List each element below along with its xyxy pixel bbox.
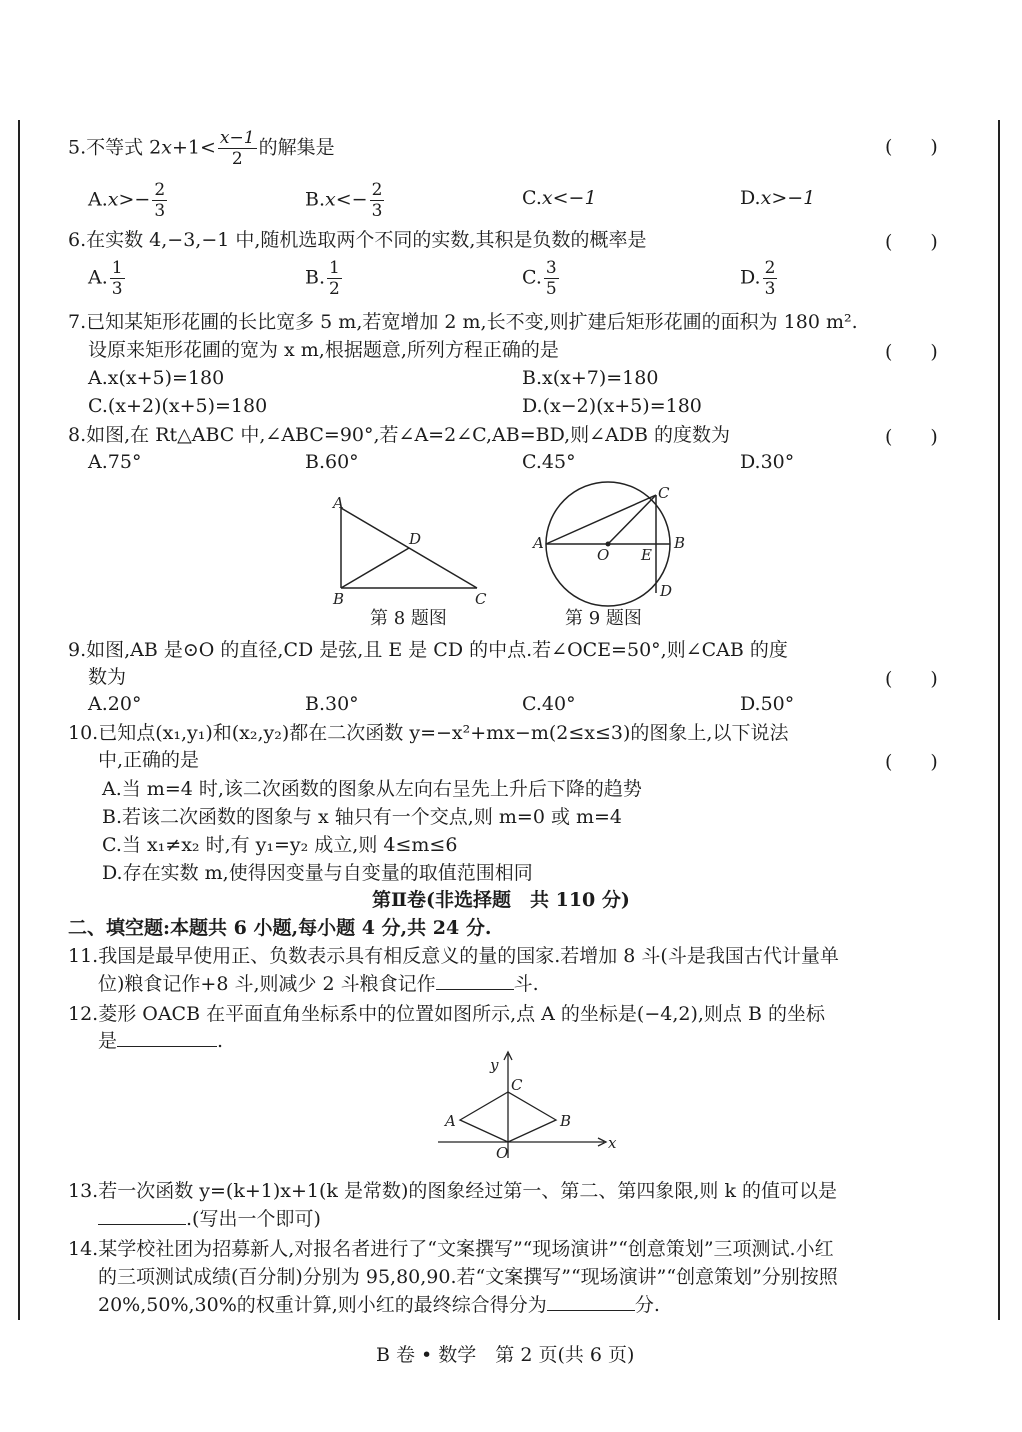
q6-option-b: B. $\frac{1}{2}$ (305, 258, 340, 299)
q6-answer-paren: ( ) (885, 231, 938, 253)
q10-answer-paren: ( ) (885, 751, 938, 773)
q5-option-d: D.x>−1 (740, 187, 816, 209)
figure-9-circle (525, 478, 695, 608)
fig9-label-a: A (533, 534, 544, 552)
page-footer: B 卷 • 数学 第 2 页(共 6 页) (376, 1344, 635, 1366)
question-13-line-1: 13.若一次函数 y=(k+1)x+1(k 是常数)的图象经过第一、第二、第四象限,则 k 的值可以是 (68, 1180, 837, 1202)
q5-fraction: $\frac{x-1}{2}$ (219, 128, 255, 169)
fig12-label-c: C (511, 1076, 523, 1094)
question-12-line-2: 是 . (98, 1030, 224, 1052)
q7-option-a: A.x(x+5)=180 (88, 367, 225, 389)
question-6-stem: 6.在实数 4,−3,−1 中,随机选取两个不同的实数,其积是负数的概率是 (68, 229, 647, 251)
question-11-line-1: 11.我国是最早使用正、负数表示具有相反意义的量的国家.若增加 8 斗(斗是我国古代计量单 (68, 945, 839, 967)
q7-option-b: B.x(x+7)=180 (522, 367, 659, 389)
q9-answer-paren: ( ) (885, 668, 938, 690)
fig12-label-a: A (445, 1112, 456, 1130)
fig9-label-e: E (641, 546, 652, 564)
fig9-label-o: O (597, 546, 610, 564)
fig9-label-b: B (674, 534, 686, 552)
q10-option-a: A.当 m=4 时,该二次函数的图象从左向右呈先上升后下降的趋势 (102, 778, 642, 800)
question-7-line-1: 7.已知某矩形花圃的长比宽多 5 m,若宽增加 2 m,长不变,则扩建后矩形花圃的面积为 180 m². (68, 311, 858, 333)
q9-option-d: D.50° (740, 693, 795, 715)
fig9-label-c: C (658, 484, 670, 502)
q8-answer-paren: ( ) (885, 426, 938, 448)
figure-12-rhombus (432, 1048, 617, 1168)
question-14-line-2: 的三项测试成绩(百分制)分别为 95,80,90.若“文案撰写”“现场演讲”“创意策划”分别按照 (98, 1266, 838, 1288)
q5-option-c: C.x<−1 (522, 187, 597, 209)
q9-option-b: B.30° (305, 693, 359, 715)
question-7-line-2: 设原来矩形花圃的宽为 x m,根据题意,所列方程正确的是 (88, 339, 559, 361)
fig8-label-b: B (333, 590, 345, 608)
q5-option-b: B.x<− $\frac{2}{3}$ (305, 180, 383, 221)
q13-answer-blank[interactable] (98, 1206, 186, 1225)
q6-option-c: C. $\frac{3}{5}$ (522, 258, 557, 299)
fig8-label-d: D (409, 530, 422, 548)
question-12-line-1: 12.菱形 OACB 在平面直角坐标系中的位置如图所示,点 A 的坐标是(−4,2),则点 B 的坐标 (68, 1003, 825, 1025)
q8-option-d: D.30° (740, 451, 795, 473)
question-8-stem: 8.如图,在 Rt△ABC 中,∠ABC=90°,若∠A=2∠C,AB=BD,则∠ADB 的度数为 (68, 424, 731, 446)
q6-option-a: A. $\frac{1}{3}$ (88, 258, 123, 299)
question-14-line-1: 14.某学校社团为招募新人,对报名者进行了“文案撰写”“现场演讲”“创意策划”三项测试.小红 (68, 1238, 834, 1260)
question-13-line-2: .(写出一个即可) (98, 1206, 321, 1232)
question-10-line-1: 10.已知点(x₁,y₁)和(x₂,y₂)都在二次函数 y=−x²+mx−m(2≤x≤3)的图象上,以下说法 (68, 722, 789, 744)
figure-9-caption: 第 9 题图 (565, 608, 642, 629)
q9-option-a: A.20° (88, 693, 142, 715)
question-14-line-3: 20%,50%,30%的权重计算,则小红的最终综合得分为 分. (98, 1294, 660, 1316)
page-border-left (18, 120, 20, 1320)
q7-answer-paren: ( ) (885, 341, 938, 363)
q8-option-c: C.45° (522, 451, 576, 473)
q6-option-d: D. $\frac{2}{3}$ (740, 258, 776, 299)
q10-option-c: C.当 x₁≠x₂ 时,有 y₁=y₂ 成立,则 4≤m≤6 (102, 834, 458, 856)
q5-answer-paren: ( ) (885, 136, 938, 158)
section-2-heading: 二、填空题:本题共 6 小题,每小题 4 分,共 24 分. (68, 917, 492, 939)
question-11-line-2: 位)粮食记作+8 斗,则减少 2 斗粮食记作 斗. (98, 973, 539, 995)
q11-answer-blank[interactable] (436, 971, 514, 990)
q7-option-d: D.(x−2)(x+5)=180 (522, 395, 702, 417)
figure-8-triangle (325, 490, 495, 610)
fig12-label-o: O (496, 1144, 509, 1162)
question-9-line-2: 数为 (88, 666, 127, 688)
fig12-label-b: B (560, 1112, 572, 1130)
question-10-line-2: 中,正确的是 (98, 749, 200, 771)
fig12-label-y: y (490, 1056, 499, 1074)
q9-option-c: C.40° (522, 693, 576, 715)
q7-option-c: C.(x+2)(x+5)=180 (88, 395, 268, 417)
figure-8-caption: 第 8 题图 (370, 608, 447, 629)
q5-option-a: A.x>− $\frac{2}{3}$ (88, 180, 166, 221)
q10-option-b: B.若该二次函数的图象与 x 轴只有一个交点,则 m=0 或 m=4 (102, 806, 623, 828)
part-2-heading: 第Ⅱ卷(非选择题 共 110 分) (372, 889, 630, 911)
q12-answer-blank[interactable] (117, 1028, 217, 1047)
q10-option-d: D.存在实数 m,使得因变量与自变量的取值范围相同 (102, 862, 533, 884)
fig9-label-d: D (660, 582, 673, 600)
question-9-line-1: 9.如图,AB 是⊙O 的直径,CD 是弦,且 E 是 CD 的中点.若∠OCE=50°,则∠CAB 的度 (68, 639, 788, 661)
q8-option-a: A.75° (88, 451, 142, 473)
page-border-right (998, 120, 1000, 1320)
fig8-label-a: A (333, 494, 344, 512)
question-5-stem: 5.不等式 2x+1< $\frac{x-1}{2}$ 的解集是 (68, 128, 335, 169)
q8-option-b: B.60° (305, 451, 359, 473)
q14-answer-blank[interactable] (547, 1292, 635, 1311)
fig12-label-x: x (608, 1134, 617, 1152)
fig8-label-c: C (475, 590, 487, 608)
